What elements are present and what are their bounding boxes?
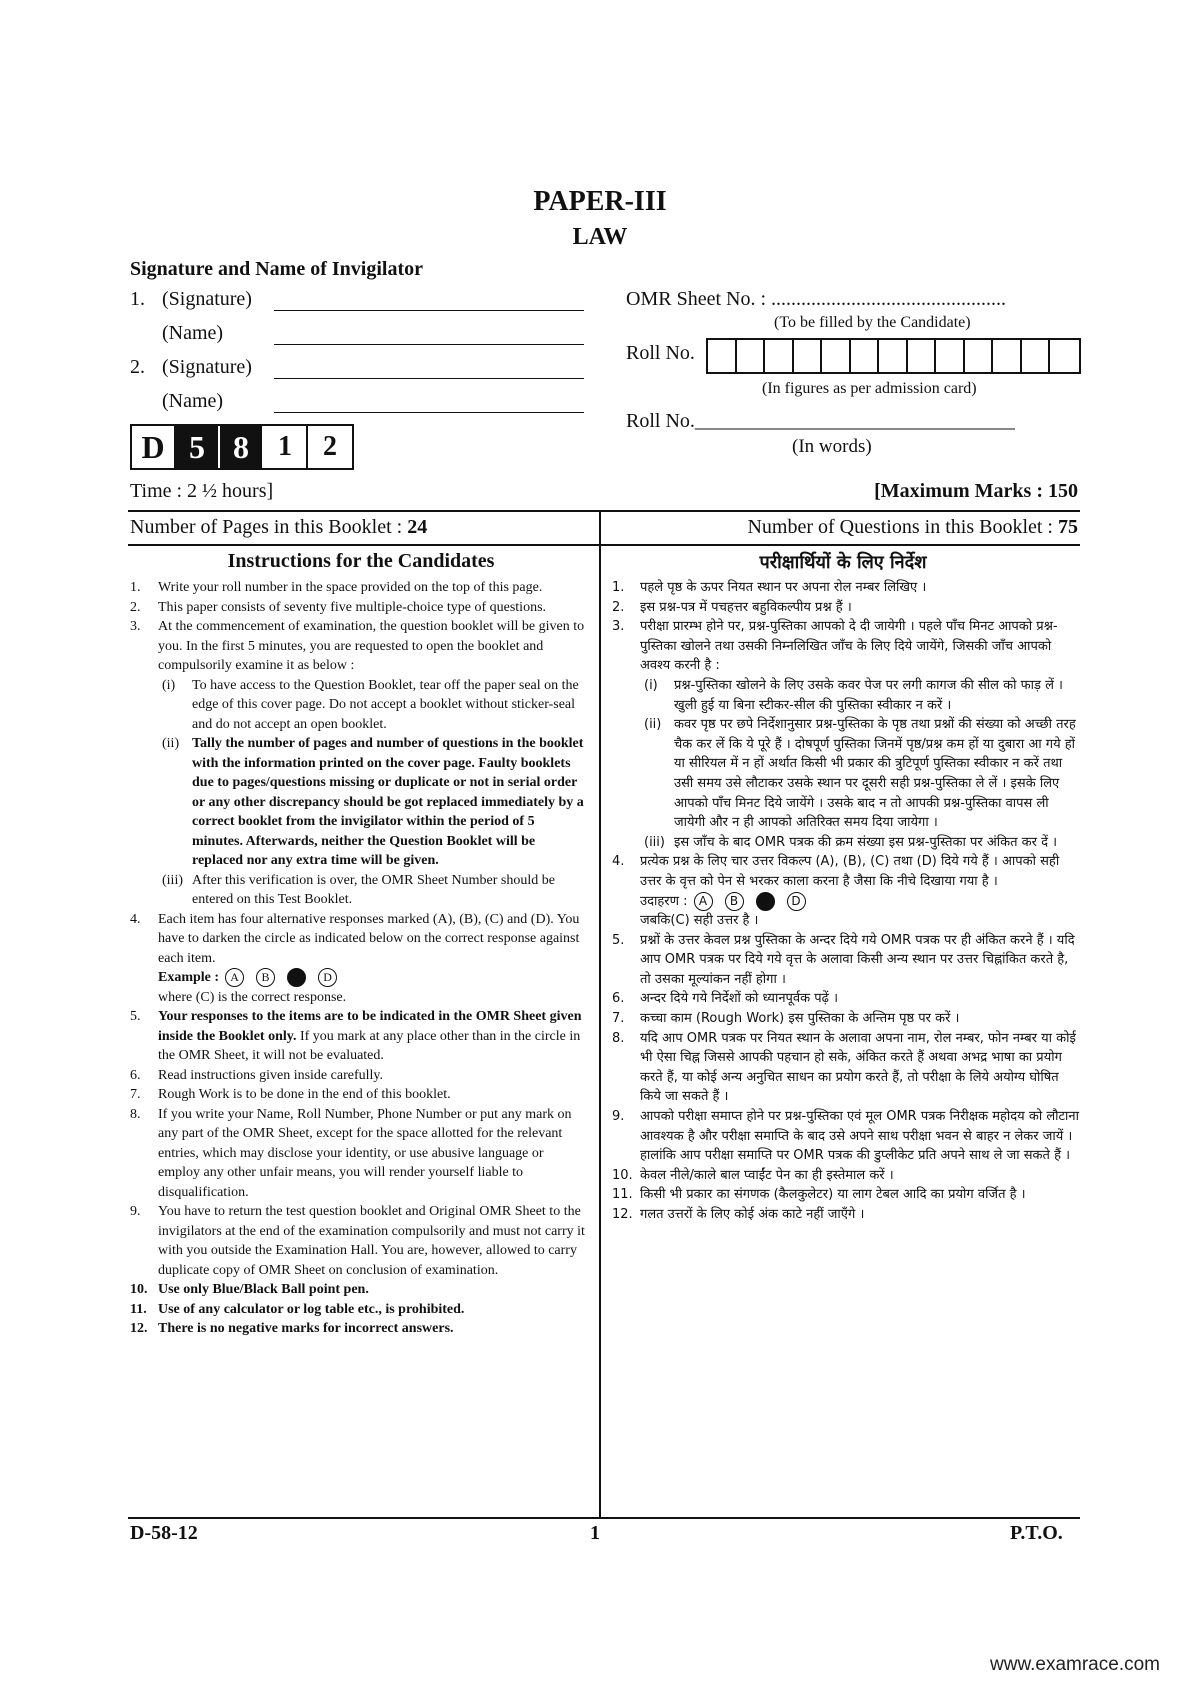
instruction-text: कच्चा काम (Rough Work) इस पुस्तिका के अन्तिम पृष्ठ पर करें । — [640, 1011, 960, 1027]
roll-figures-note: (In figures as per admission card) — [762, 380, 977, 397]
instruction-text: पहले पृष्ठ के ऊपर नियत स्थान पर अपना रोल नम्बर लिखिए । — [640, 580, 927, 595]
row-label: (Signature) — [162, 356, 252, 378]
list-item: 10. Use only Blue/Black Ball point pen. — [130, 1282, 369, 1297]
instruction-text: This paper consists of seventy five multiple-choice type of questions. — [158, 599, 547, 615]
instruction-text: किसी भी प्रकार का संगणक (कैलकुलेटर) या लाग टेबल आदि का प्रयोग वर्जित है । — [640, 1187, 1026, 1203]
list-item: 6. अन्दर दिये गये निर्देशों को ध्यानपूर्वक पढ़ें । — [612, 991, 839, 1007]
option-c-filled-circle: C — [756, 892, 775, 911]
name-line — [274, 394, 584, 413]
roll-digit-box[interactable] — [993, 340, 1022, 372]
option-d-circle: D — [318, 968, 337, 987]
instruction-text: Use only Blue/Black Ball point pen. — [158, 1282, 369, 1297]
instruction-text: आपको परीक्षा समाप्त होने पर प्रश्न-पुस्तिका एवं मूल OMR पत्रक निरीक्षक महोदय को लौटाना आवश्यक है और परीक्षा समाप्ति के बाद उसे अपने साथ परीक्षा भवन से बाहर न लेकर जायें । हालांकि आप परीक्षा समाप्ति पर OMR पत्रक की डुप्लीकेट प्रति अपने साथ ले जा सकते हैं । — [640, 1109, 1079, 1164]
instruction-text: प्रश्न-पुस्तिका खोलने के लिए उसके कवर पेज पर लगी कागज की सील को फाड़ लें । खुली हुई या बिना स्टीकर-सील की पुस्तिका स्वीकार न करें । — [674, 677, 1063, 713]
option-d-circle: D — [787, 892, 806, 911]
code-digit: 8 — [220, 426, 264, 468]
pages-count — [130, 516, 427, 539]
list-item: 7. Rough Work is to be done in the end of this booklet. — [130, 1087, 451, 1102]
words-note: (In words) — [792, 436, 872, 457]
row-number: 1. — [130, 288, 145, 310]
hindi-instructions-list — [612, 578, 1080, 1225]
sub-item: (i) प्रश्न-पुस्तिका खोलने के लिए उसके कवर पेज पर लगी कागज की सील को फाड़ लें । खुली हुई या बिना स्टीकर-सील की पुस्तिका स्वीकार न करें । — [644, 677, 1063, 713]
paper-code-box — [130, 424, 354, 470]
row-number: 2. — [130, 356, 145, 378]
list-item: 3. At the commencement of examination, the question booklet will be given to you. In the first 5 minutes, you are requested to open the booklet and compulsorily examine it as below : (i) To have access to the Question Booklet, tear off the paper seal on the edge of this cover page. Do not accept a booklet without sticker-seal and do not accept an open booklet. (ii) Tally the number of pages and number of questions in the booklet with the information printed on the cover page. Faulty booklets due to pages/questions missing or duplicate or not in serial order or any other discrepancy should be got replaced immediately by a correct booklet from the invigilator within the period of 5 minutes. Afterwards, neither the Question Booklet will be replaced nor any extra time will be given. (iii) After this verification is over, the OMR Sheet Number should be entered on this Test Booklet. — [130, 617, 586, 910]
option-b-circle: B — [725, 892, 744, 911]
option-a-circle: A — [694, 892, 713, 911]
instruction-text: गलत उत्तरों के लिए कोई अंक काटे नहीं जाएँगे । — [640, 1207, 865, 1222]
instruction-text: There is no negative marks for incorrect answers. — [158, 1321, 454, 1336]
roll-digit-box[interactable] — [879, 340, 908, 372]
example-note: जबकि(C) सही उत्तर है । — [640, 913, 759, 929]
source-url[interactable]: www.examrace.com — [990, 1654, 1160, 1675]
instruction-text: Read instructions given inside carefully. — [158, 1067, 383, 1083]
instruction-text: कवर पृष्ठ पर छपे निर्देशानुसार प्रश्न-पुस्तिका के पृष्ठ तथा प्रश्नों की संख्या को अच्छी तरह चैक कर लें कि ये पूरे हैं । दोषपूर्ण पुस्तिका जिनमें पृष्ठ/प्रश्न कम हों या दुबारा आ गये हों या सीरियल में न हों अर्थात किसी भी प्रकार की त्रुटिपूर्ण पुस्तिका स्वीकार न करें तथा उसी समय उसे लौटाकर उसके स्थान पर दूसरी सही प्रश्न-पुस्तिका ले लें । इसके लिए आपको पाँच मिनट दिये जायेंगे । उसके बाद न तो आपकी प्रश्न-पुस्तिका वापस ली जायेगी और न ही आपको अतिरिक्त समय दिया जायेगा । — [674, 717, 1076, 831]
invigilator-1-signature[interactable] — [130, 288, 584, 311]
instruction-text: प्रश्नों के उत्तर केवल प्रश्न पुस्तिका के अन्दर दिये गये OMR पत्रक पर ही अंकित करने हैं । यदि आप OMR पत्रक पर दिये गये वृत्त के अलावा किसी अन्य स्थान पर उत्तर चिह्नांकित करते है, तो उसका मूल्यांकन नहीं होगा । — [640, 932, 1075, 987]
list-item: 3. परीक्षा प्रारम्भ होने पर, प्रश्न-पुस्तिका आपको दे दी जायेगी । पहले पाँच मिनट आपको प्रश्न-पुस्तिका खोलने तथा उसकी निम्नलिखित जाँच के लिए दिये जायेंगे, जिसकी जाँच आपको अवश्य करनी है : (i) प्रश्न-पुस्तिका खोलने के लिए उसके कवर पेज पर लगी कागज की सील को फाड़ लें । खुली हुई या बिना स्टीकर-सील की पुस्तिका स्वीकार न करें । (ii) कवर पृष्ठ पर छपे निर्देशानुसार प्रश्न-पुस्तिका के पृष्ठ तथा प्रश्नों की संख्या को अच्छी तरह चैक कर लें कि ये पूरे हैं । दोषपूर्ण पुस्तिका जिनमें पृष्ठ/प्रश्न कम हों या दुबारा आ गये हों या सीरियल में न हों अर्थात किसी भी प्रकार की त्रुटिपूर्ण पुस्तिका स्वीकार न करें तथा उसी समय उसे लौटाकर उसके स्थान पर दूसरी सही प्रश्न-पुस्तिका ले लें । इसके लिए आपको पाँच मिनट दिये जायेंगे । उसके बाद न तो आपकी प्रश्न-पुस्तिका वापस ली जायेगी और न ही आपको अतिरिक्त समय दिया जायेगा । (iii) इस जाँच के बाद OMR पत्रक की क्रम संख्या इस प्रश्न-पुस्तिका पर अंकित कर दें । — [612, 617, 1080, 852]
invigilator-1-name[interactable] — [130, 322, 584, 345]
roll-digit-box[interactable] — [765, 340, 794, 372]
list-item: 10. केवल नीले/काले बाल प्वाईंट पेन का ही इस्तेमाल करें । — [612, 1167, 894, 1183]
subject-title: LAW — [572, 224, 628, 250]
instruction-text: After this verification is over, the OMR Sheet Number should be entered on this Test Booklet. — [192, 872, 555, 907]
list-item: 11. किसी भी प्रकार का संगणक (कैलकुलेटर) या लाग टेबल आदि का प्रयोग वर्जित है । — [612, 1187, 1026, 1203]
option-a-circle: A — [225, 968, 244, 987]
sub-item: (ii) Tally the number of pages and number of questions in the booklet with the information printed on the cover page. Faulty booklets due to pages/questions missing or duplicate or not in serial order or any other discrepancy should be got replaced immediately by a correct booklet from the invigilator within the period of 5 minutes. Afterwards, neither the Question Booklet will be replaced nor any extra time will be given. — [162, 736, 584, 868]
example-note: where (C) is the correct response. — [158, 989, 347, 1005]
roll-digit-box[interactable] — [965, 340, 994, 372]
option-c-filled-circle: C — [287, 968, 306, 987]
roll-digit-box[interactable] — [1050, 340, 1079, 372]
roll-digit-box[interactable] — [851, 340, 880, 372]
divider — [128, 510, 1080, 512]
code-digit: 1 — [264, 426, 308, 468]
list-item: 1. पहले पृष्ठ के ऊपर नियत स्थान पर अपना रोल नम्बर लिखिए । — [612, 580, 927, 595]
list-item: 5. Your responses to the items are to be indicated in the OMR Sheet given inside the Booklet only. If you mark at any place other than in the circle in the OMR Sheet, it will not be evaluated. — [130, 1009, 582, 1063]
list-item: 2. इस प्रश्न-पत्र में पचहत्तर बहुविकल्पीय प्रश्न हैं । — [612, 599, 852, 615]
english-instructions-heading: Instructions for the Candidates — [227, 550, 495, 572]
list-item: 2. This paper consists of seventy five multiple-choice type of questions. — [130, 599, 547, 615]
invigilator-2-name[interactable] — [130, 390, 584, 413]
instruction-text: If you write your Name, Roll Number, Phone Number or put any mark on any part of the OMR Sheet, except for the space allotted for the relevant entries, which may disclose your identity, or use abusive language or employ any other unfair means, you will render yourself liable to disqualification. — [158, 1106, 572, 1200]
maximum-marks: [Maximum Marks : 150 — [874, 480, 1078, 502]
code-digit: 5 — [176, 426, 220, 468]
instruction-text: Rough Work is to be done in the end of this booklet. — [158, 1087, 451, 1102]
list-item: 8. यदि आप OMR पत्रक पर नियत स्थान के अलावा अपना नाम, रोल नम्बर, फोन नम्बर या कोई भी ऐसा चिह्न जिससे आपकी पहचान हो सके, अंकित करते हैं अथवा अभद्र भाषा का प्रयोग करते हैं, या कोई अन्य अनुचित साधन का प्रयोग करते हैं, तो परीक्षा के लिये अयोग्य घोषित किये जा सकते हैं । — [612, 1030, 1076, 1105]
list-item: 8. If you write your Name, Roll Number, Phone Number or put any mark on any part of the OMR Sheet, except for the space allotted for the relevant entries, which may disclose your identity, or use abusive language or employ any other unfair means, you will render yourself liable to disqualification. — [130, 1106, 572, 1200]
list-item: 11. Use of any calculator or log table etc., is prohibited. — [130, 1301, 465, 1317]
list-item: 12. There is no negative marks for incorrect answers. — [130, 1321, 454, 1336]
list-item: 9. आपको परीक्षा समाप्त होने पर प्रश्न-पुस्तिका एवं मूल OMR पत्रक निरीक्षक महोदय को लौटाना आवश्यक है और परीक्षा समाप्ति के बाद उसे अपने साथ परीक्षा भवन से बाहर न लेकर जायें । हालांकि आप परीक्षा समाप्ति पर OMR पत्रक की डुप्लीकेट प्रति अपने साथ ले जा सकते हैं । — [612, 1109, 1079, 1164]
instruction-text: परीक्षा प्रारम्भ होने पर, प्रश्न-पुस्तिका आपको दे दी जायेगी । पहले पाँच मिनट आपको प्रश्न-पुस्तिका खोलने तथा उसकी निम्नलिखित जाँच के लिए दिये जायेंगे, जिसकी जाँच आपको अवश्य करनी है : — [640, 619, 1058, 674]
code-letter: D — [132, 426, 176, 468]
sub-item: (iii) After this verification is over, the OMR Sheet Number should be entered on this Test Booklet. — [162, 872, 555, 907]
sub-item: (i) To have access to the Question Booklet, tear off the paper seal on the edge of this cover page. Do not accept a booklet without sticker-seal and do not accept an open booklet. — [162, 677, 579, 732]
instruction-text: Your responses to the items are to be indicated in the OMR Sheet given inside the Booklet only. — [158, 1009, 582, 1044]
list-item: 9. You have to return the test question booklet and Original OMR Sheet to the invigilators at the end of the examination compulsorily and must not carry it with you outside the Examination Hall. You are, however, allowed to carry duplicate copy of OMR Sheet on conclusion of examination. — [130, 1204, 585, 1278]
instruction-text: अन्दर दिये गये निर्देशों को ध्यानपूर्वक पढ़ें । — [640, 991, 839, 1007]
signature-line — [274, 360, 584, 379]
english-instructions-list — [130, 578, 586, 1339]
sub-item: (ii) कवर पृष्ठ पर छपे निर्देशानुसार प्रश्न-पुस्तिका के पृष्ठ तथा प्रश्नों की संख्या को अच्छी तरह चैक कर लें कि ये पूरे हैं । दोषपूर्ण पुस्तिका जिनमें पृष्ठ/प्रश्न कम हों या दुबारा आ गये हों या सीरियल में न हों अर्थात किसी भी प्रकार की त्रुटिपूर्ण पुस्तिका स्वीकार न करें तथा उसी समय उसे लौटाकर उसके स्थान पर दूसरी सही प्रश्न-पुस्तिका ले लें । इसके लिए आपको पाँच मिनट दिये जायेंगे । उसके बाद न तो आपकी प्रश्न-पुस्तिका वापस ली जायेगी और न ही आपको अतिरिक्त समय दिया जायेगा । — [644, 717, 1076, 831]
instruction-text: यदि आप OMR पत्रक पर नियत स्थान के अलावा अपना नाम, रोल नम्बर, फोन नम्बर या कोई भी ऐसा चिह्न जिससे आपकी पहचान हो सके, अंकित करते हैं अथवा अभद्र भाषा का प्रयोग करते हैं, या कोई अन्य अनुचित साधन का प्रयोग करते हैं, तो परीक्षा के लिये अयोग्य घोषित किये जा सकते हैं । — [640, 1030, 1076, 1105]
list-item: 4. प्रत्येक प्रश्न के लिए चार उत्तर विकल्प (A), (B), (C) तथा (D) दिये गये हैं । आपको सही उत्तर के वृत्त को पेन से भरकर काला करना है जैसा कि नीचे दिखाया गया है । उदाहरण : A B C D जबकि(C) सही उत्तर है । — [612, 854, 1060, 929]
instruction-text: Write your roll number in the space provided on the top of this page. — [158, 580, 543, 595]
row-label: (Signature) — [162, 288, 252, 310]
list-item: 12. गलत उत्तरों के लिए कोई अंक काटे नहीं जाएँगे । — [612, 1207, 865, 1222]
signature-line — [274, 292, 584, 311]
row-label: (Name) — [162, 322, 224, 344]
list-item: 7. कच्चा काम (Rough Work) इस पुस्तिका के अन्तिम पृष्ठ पर करें । — [612, 1011, 960, 1027]
example-label: Example : — [158, 970, 220, 985]
paper-title: PAPER-III — [533, 186, 667, 217]
code-digit: 2 — [308, 426, 352, 468]
roll-number-boxes[interactable] — [706, 338, 1081, 374]
roll-digit-box[interactable] — [936, 340, 965, 372]
instruction-text: Use of any calculator or log table etc., is prohibited. — [158, 1301, 465, 1317]
pages-value: 24 — [407, 516, 428, 538]
roll-digit-box[interactable] — [794, 340, 823, 372]
example-label: उदाहरण : — [640, 893, 688, 909]
roll-number-label: Roll No. — [626, 342, 695, 364]
instruction-text: प्रत्येक प्रश्न के लिए चार उत्तर विकल्प (A), (B), (C) तथा (D) दिये गये हैं । आपको सही उत्तर के वृत्त को पेन से भरकर काला करना है जैसा कि नीचे दिखाया गया है । — [640, 854, 1060, 889]
instruction-text: केवल नीले/काले बाल प्वाईंट पेन का ही इस्तेमाल करें । — [640, 1167, 894, 1183]
time-allowed: Time : 2 ½ hours] — [130, 480, 274, 502]
hindi-instructions-heading: परीक्षार्थियों के लिए निर्देश — [759, 552, 927, 573]
pto-label: P.T.O. — [1010, 1522, 1063, 1544]
invigilator-heading: Signature and Name of Invigilator — [130, 258, 423, 280]
instruction-text: Tally the number of pages and number of questions in the booklet with the information printed on the cover page. Faulty booklets due to pages/questions missing or duplicate or not in serial order or any other discrepancy should be got replaced immediately by a correct booklet from the invigilator within the period of 5 minutes. Afterwards, neither the Question Booklet will be replaced nor any extra time will be given. — [192, 736, 584, 868]
instruction-text: इस जाँच के बाद OMR पत्रक की क्रम संख्या इस प्रश्न-पुस्तिका पर अंकित कर दें । — [674, 834, 1058, 850]
divider — [128, 1517, 1080, 1519]
page-number: 1 — [590, 1522, 600, 1544]
instruction-text: Each item has four alternative responses marked (A), (B), (C) and (D). You have to darken the circle as indicated below on the correct response against each item. — [158, 911, 580, 966]
instruction-text: If you mark at any place other than in the circle in the OMR Sheet, it will not be evaluated. — [158, 1028, 581, 1063]
questions-count — [608, 516, 1078, 539]
column-divider — [599, 512, 601, 1517]
option-b-circle: B — [256, 968, 275, 987]
footer-code: D-58-12 — [130, 1522, 198, 1544]
roll-digit-box[interactable] — [737, 340, 766, 372]
name-line — [274, 326, 584, 345]
sub-item: (iii) इस जाँच के बाद OMR पत्रक की क्रम संख्या इस प्रश्न-पुस्तिका पर अंकित कर दें । — [644, 834, 1058, 850]
roll-digit-box[interactable] — [908, 340, 937, 372]
questions-label: Number of Questions in this Booklet : — [747, 516, 1058, 538]
divider — [128, 544, 1080, 546]
list-item: 5. प्रश्नों के उत्तर केवल प्रश्न पुस्तिका के अन्दर दिये गये OMR पत्रक पर ही अंकित करने हैं । यदि आप OMR पत्रक पर दिये गये वृत्त के अलावा किसी अन्य स्थान पर उत्तर चिह्नांकित करते है, तो उसका मूल्यांकन नहीं होगा । — [612, 932, 1075, 987]
roll-digit-box[interactable] — [822, 340, 851, 372]
pages-label: Number of Pages in this Booklet : — [130, 516, 408, 538]
roll-digit-box[interactable] — [708, 340, 737, 372]
roll-number-words[interactable]: Roll No.________________________________ — [626, 410, 1015, 432]
omr-note: (To be filled by the Candidate) — [774, 314, 971, 331]
omr-sheet-number[interactable]: OMR Sheet No. : ............................................... — [626, 288, 1006, 310]
instruction-text: You have to return the test question booklet and Original OMR Sheet to the invigilators at the end of the examination compulsorily and must not carry it with you outside the Examination Hall. You are, however, allowed to carry duplicate copy of OMR Sheet on conclusion of examination. — [158, 1204, 585, 1278]
instruction-text: इस प्रश्न-पत्र में पचहत्तर बहुविकल्पीय प्रश्न हैं । — [640, 599, 852, 615]
roll-digit-box[interactable] — [1022, 340, 1051, 372]
row-label: (Name) — [162, 390, 224, 412]
questions-value: 75 — [1058, 516, 1078, 538]
invigilator-2-signature[interactable] — [130, 356, 584, 379]
instruction-text: To have access to the Question Booklet, tear off the paper seal on the edge of this cover page. Do not accept a booklet without sticker-seal and do not accept an open booklet. — [192, 677, 579, 732]
list-item: 6. Read instructions given inside carefully. — [130, 1067, 383, 1083]
list-item: 4. Each item has four alternative responses marked (A), (B), (C) and (D). You have to darken the circle as indicated below on the correct response against each item. Example : A B C D where (C) is the correct response. — [130, 911, 580, 1005]
instruction-text: At the commencement of examination, the question booklet will be given to you. In the first 5 minutes, you are requested to open the booklet and compulsorily examine it as below : — [158, 619, 585, 673]
list-item: 1. Write your roll number in the space provided on the top of this page. — [130, 580, 543, 595]
